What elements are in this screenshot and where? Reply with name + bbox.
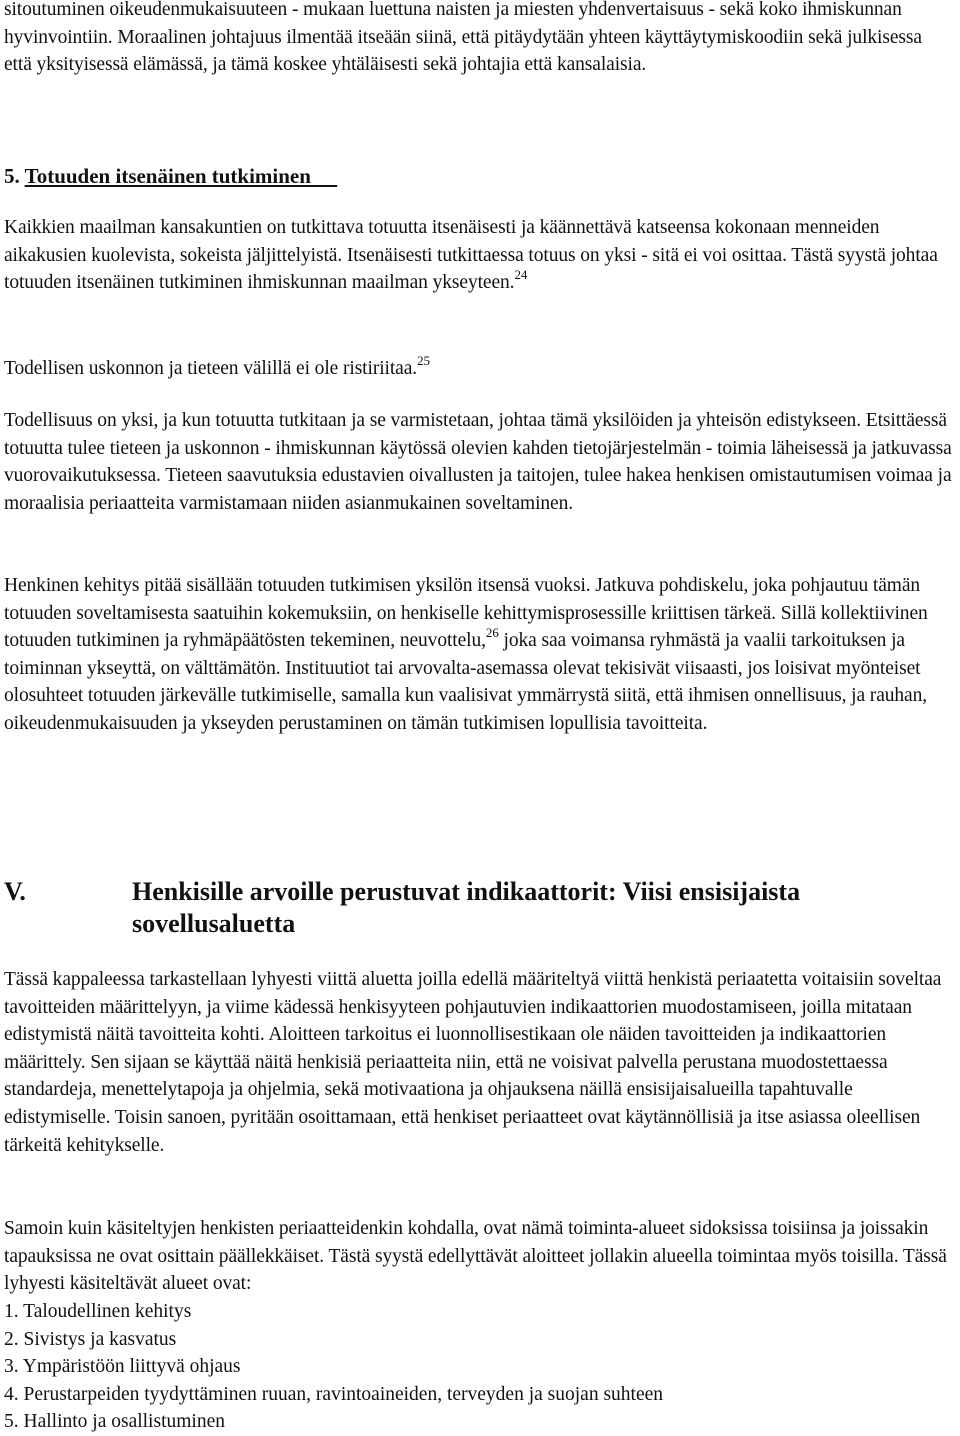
list-item: 3. Ympäristöön liittyvä ohjaus (4, 1356, 241, 1378)
chapter-number: V. (4, 877, 26, 906)
section-5-paragraph-3: Todellisuus on yksi, ja kun totuutta tutkitaan ja se varmistetaan, johtaa tämä yksilöiden ja yhteisön edistykseen. Etsittäessä totuutta tulee tieteen ja uskonnon - ihmiskunnan käytössä olevien kahden tietojärjestelmän - toimia läheisessä ja jatkuvassa vuorovaikutuksessa. Tieteen saavutuksia edustavien oivallusten ja taitojen, tulee hakea henkisen omistautumisen voimaa ja moraalisia periaatteita varmistamaan niiden asianmukainen soveltaminen. (4, 410, 952, 514)
list-item: 2. Sivistys ja kasvatus (4, 1328, 177, 1350)
section-5-paragraph-1 (4, 214, 954, 297)
list-item: 5. Hallinto ja osallistuminen (4, 1411, 225, 1433)
section-5-paragraph-4 (4, 572, 954, 738)
section-5-heading (4, 163, 337, 190)
intro-paragraph: sitoutuminen oikeudenmukaisuuteen - mukaan luettuna naisten ja miesten yhdenvertaisuus - sekä koko ihmiskunnan hyvinvointiin. Moraalinen johtajuus ilmentää itseään siinä, että pitäydytään yhteen käyttäytymiskoodiin sekä julkisessa että yksityisessä elämässä, ja tämä koskee yhtäläisesti sekä johtajia että kansalaisia. (4, 0, 922, 76)
section-5-title: Totuuden itsenäinen tutkiminen (24, 164, 311, 188)
paragraph-text: joka saa voimansa ryhmästä ja vaalii tarkoituksen ja toiminnan ykseyttä, on välttämätön. Instituutiot tai arvovalta-asemassa olevat tekisivät viisaasti, jos loisivat myönteiset olosuhteet totuuden järkevälle tutkimiselle, samalla kun vaalisivat ymmärrystä siitä, että ihmisen onnellisuus, ja rauhan, oikeudenmukaisuuden ja ykseyden perustaminen on tämän tutkimisen lopullisia tavoitteita. (4, 630, 928, 734)
section-5-number: 5. (4, 164, 20, 188)
chapter-title: Henkisille arvoille perustuvat indikaattorit: Viisi ensisijaista sovellusaluetta (132, 877, 801, 938)
footnote-marker: 26 (485, 625, 499, 641)
chapter-paragraph-1: Tässä kappaleessa tarkastellaan lyhyesti viittä aluetta joilla edellä määriteltyä viittä henkistä periaatetta voitaisiin soveltaa tavoitteiden määrittelyyn, ja viime kädessä henkisyyteen pohjautuvien indikaattorien muodostamiseen, joilla mitataan edistymistä näitä tavoitteita kohti. Aloitteen tarkoitus ei luonnollisestikaan ole näiden tavoitteiden ja indikaattorien määrittely. Sen sijaan se käyttää näitä henkisiä periaatteita niin, että ne voisivat palvella perustana muodostettaessa standardeja, menettelytapoja ja ohjelmia, sekä motivaationa ja ohjauksena näillä ensisijaisalueilla tapahtuvalle edistymiselle. Toisin sanoen, pyritään osoittamaan, että henkiset periaatteet ovat käytännöllisiä ja itse asiassa oleellisen tärkeitä kehitykselle. (4, 969, 942, 1156)
application-areas-list (4, 1298, 954, 1436)
footnote-marker: 25 (417, 353, 430, 368)
footnote-marker: 24 (514, 267, 528, 283)
section-5-paragraph-2 (4, 355, 954, 383)
paragraph-text: Todellisen uskonnon ja tieteen välillä ei ole ristiriitaa. (4, 358, 418, 379)
chapter-paragraph-2: Samoin kuin käsiteltyjen henkisten periaatteidenkin kohdalla, ovat nämä toiminta-alueet sidoksissa toisiinsa ja joissakin tapauksissa ne ovat osittain päällekkäiset. Tästä syystä edellyttävät aloitteet jollakin alueella toimintaa myös toisilla. Tässä lyhyesti käsiteltävät alueet ovat: (4, 1218, 947, 1295)
paragraph-text: Kaikkien maailman kansakuntien on tutkittava totuutta itsenäisesti ja käännettävä katseensa kokonaan menneiden aikakusien kuolevista, sokeista jäljittelyistä. Itsenäisesti tutkittaessa totuus on yksi - sitä ei voi osittaa. Tästä syystä johtaa totuuden itsenäinen tutkiminen ihmiskunnan maailman ykseyteen. (4, 217, 938, 294)
list-item: 1. Taloudellinen kehitys (4, 1301, 192, 1322)
paragraph-text: Henkinen kehitys pitää sisällään totuuden tutkimisen yksilön itsensä vuoksi. Jatkuva pohdiskelu, joka pohjautuu tämän totuuden soveltamisesta saatuihin kokemuksiin, on henkiselle kehittymisprosessille kriittisen tärkeä. Sillä kollektiivinen totuuden tutkiminen ja ryhmäpäätösten tekeminen, neuvottelu, (4, 575, 928, 652)
list-item: 4. Perustarpeiden tyydyttäminen ruuan, ravintoaineiden, terveyden ja suojan suhteen (4, 1383, 664, 1405)
